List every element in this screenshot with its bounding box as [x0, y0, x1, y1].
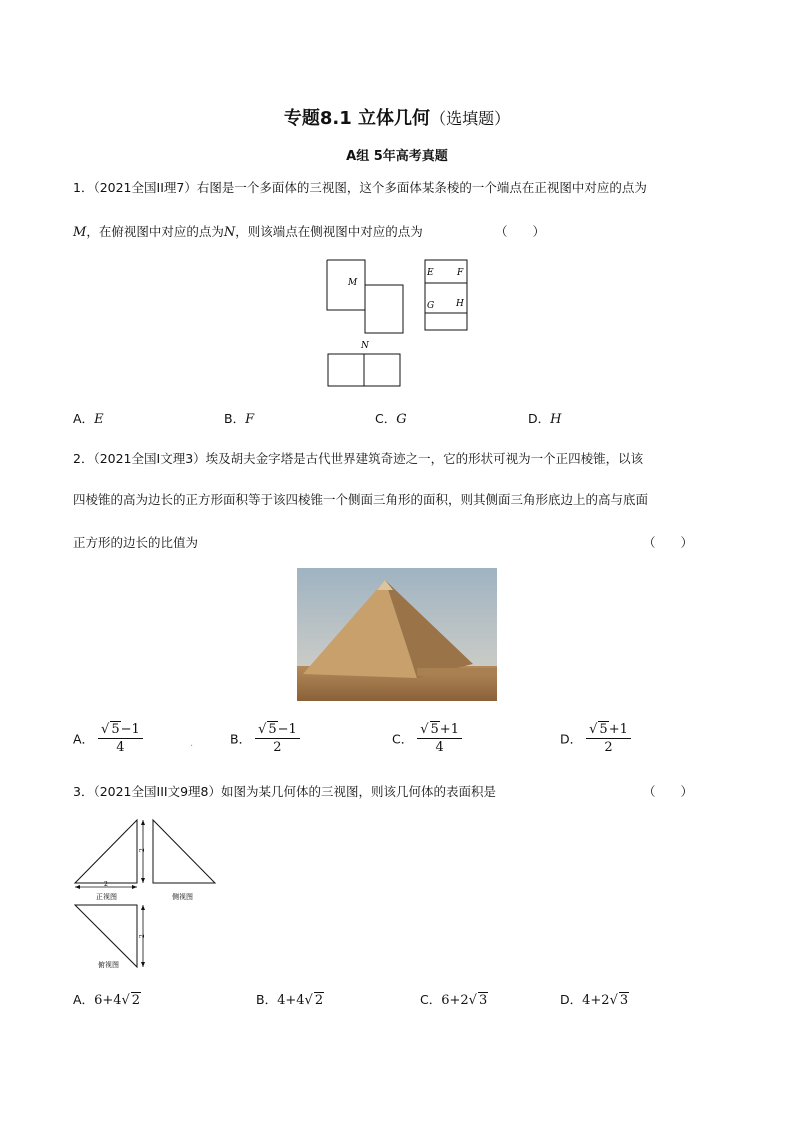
- front-dim-label-vertical: 2: [139, 848, 146, 852]
- option-prefix: 6+2: [441, 993, 469, 1008]
- front-dim-arrow-left: [75, 885, 80, 889]
- title-main: 专题8.1 立体几何: [283, 108, 431, 129]
- radicand: 3: [478, 993, 488, 1008]
- option-letter: A．: [73, 411, 95, 426]
- question-3-option-a[interactable]: [73, 990, 141, 1008]
- question-1-line-1: [73, 178, 647, 198]
- option-value: E: [94, 412, 104, 427]
- question-2-line-2: 四棱锥的高为边长的正方形面积等于该四棱锥一个侧面三角形的面积，则其侧面三角形底边上的高与底面: [73, 492, 649, 507]
- option-prefix: 4+2: [582, 993, 610, 1008]
- side-view-triangle: [153, 820, 215, 883]
- radicand: 2: [314, 993, 324, 1008]
- photo-rubble: [417, 668, 497, 676]
- option-fraction: $\frac{√ 5-1}{2}$: [255, 722, 300, 755]
- front-dim-arrow-top: [141, 820, 145, 825]
- question-2-option-a[interactable]: [73, 722, 143, 755]
- front-view-caption: 正视图: [96, 893, 117, 901]
- option-letter: B．: [224, 411, 246, 426]
- option-fraction: $\frac{√ 5+1}{2}$: [586, 722, 631, 755]
- question-1-text-1: 右图是一个多面体的三视图，这个多面体某条棱的一个端点在正视图中对应的点为: [196, 180, 647, 195]
- question-2-line-3: 正方形的边长的比值为: [73, 535, 199, 550]
- option-letter: D．: [560, 731, 583, 747]
- question-3-three-view-figure: [70, 815, 220, 973]
- option-fraction: $\frac{√ 5-1}{4}$: [98, 722, 143, 755]
- top-view-caption: 俯视图: [98, 961, 119, 969]
- front-dim-label-horizontal: 2: [104, 881, 108, 888]
- question-3-number: 3．: [73, 784, 94, 799]
- numerator-op: −1: [120, 722, 140, 737]
- question-2-text-1: 埃及胡夫金字塔是古代世界建筑奇迹之一，它的形状可视为一个正四棱锥，以该: [205, 451, 644, 466]
- top-dim-label: 2: [139, 934, 146, 938]
- question-2-line-1: [73, 449, 643, 469]
- question-2-number: 2．: [73, 451, 94, 466]
- option-letter: B．: [256, 992, 278, 1007]
- question-3-answer-paren: （ ）: [643, 784, 694, 799]
- option-letter: D．: [528, 411, 551, 426]
- question-1-text-2b: ，则该端点在侧视图中对应的点为: [235, 224, 423, 239]
- option-prefix: 4+4: [277, 993, 305, 1008]
- radicand: 5: [111, 722, 120, 737]
- question-1-number: 1．: [73, 180, 94, 195]
- question-1-three-view-figure: [320, 255, 480, 390]
- question-1-var-n: N: [223, 225, 236, 240]
- numerator-op: +1: [608, 722, 628, 737]
- title-paren: （选填题）: [430, 109, 511, 128]
- option-letter: A．: [73, 992, 95, 1007]
- option-letter: C．: [375, 411, 397, 426]
- question-2-option-b[interactable]: [230, 722, 300, 755]
- question-1-option-b[interactable]: [224, 409, 254, 427]
- denominator: 2: [604, 740, 613, 755]
- question-2-option-d[interactable]: [560, 722, 631, 755]
- numerator-op: −1: [277, 722, 297, 737]
- section-subtitle: A组 5年高考真题: [346, 149, 448, 164]
- option-sqrt: √ 3: [609, 993, 629, 1008]
- front-view-triangle: [75, 820, 137, 883]
- option-letter: C．: [392, 731, 414, 747]
- question-3-text-1: 如图为某几何体的三视图，则该几何体的表面积是: [220, 784, 496, 799]
- question-1-answer-paren: （ ）: [495, 224, 546, 239]
- figure-label-g: G: [427, 301, 435, 311]
- option-sqrt: √ 2: [304, 993, 324, 1008]
- front-dim-arrow-right: [132, 885, 137, 889]
- question-2-option-c[interactable]: [392, 722, 462, 755]
- question-1-option-d[interactable]: [528, 409, 561, 427]
- pyramid-photo: [297, 568, 497, 701]
- denominator: 4: [435, 740, 444, 755]
- question-3-option-b[interactable]: [256, 990, 324, 1008]
- option-letter: D．: [560, 992, 583, 1007]
- option-letter: B．: [230, 731, 252, 747]
- radicand: 3: [619, 993, 629, 1008]
- top-view-triangle: [75, 905, 137, 967]
- question-1-option-a[interactable]: [73, 409, 104, 427]
- question-1-text-2a: ，在俯视图中对应的点为: [86, 224, 224, 239]
- option-prefix: 6+4: [94, 993, 122, 1008]
- question-1-option-c[interactable]: [375, 409, 407, 427]
- option-sqrt: √ 2: [121, 993, 141, 1008]
- figure-label-m: M: [348, 278, 358, 288]
- option-sqrt: √ 3: [468, 993, 488, 1008]
- question-1-line-2: [73, 222, 423, 243]
- figure-label-n: N: [361, 341, 369, 351]
- side-view-caption: 侧视图: [172, 893, 193, 901]
- question-3-option-d[interactable]: [560, 990, 629, 1008]
- question-1-source: （2021全国II理7）: [93, 180, 197, 195]
- top-dim-arrow-top: [141, 905, 145, 910]
- option-value: G: [396, 412, 407, 427]
- figure-label-h: H: [456, 299, 464, 309]
- option-letter: A．: [73, 731, 95, 747]
- question-1-var-m: M: [73, 225, 87, 240]
- option-fraction: $\frac{√ 5+1}{4}$: [417, 722, 462, 755]
- denominator: 4: [116, 740, 125, 755]
- radicand: 5: [268, 722, 277, 737]
- question-3-option-c[interactable]: [420, 990, 488, 1008]
- stray-dot: .: [190, 738, 194, 749]
- option-value: H: [550, 412, 562, 427]
- figure-label-e: E: [427, 268, 434, 278]
- option-letter: C．: [420, 992, 442, 1007]
- question-3-line-1: [73, 782, 496, 802]
- numerator-op: +1: [439, 722, 459, 737]
- front-dim-arrow-bottom: [141, 878, 145, 883]
- question-2-source: （2021全国I文理3）: [93, 451, 206, 466]
- top-dim-arrow-bottom: [141, 962, 145, 967]
- question-3-source: （2021全国III文9理8）: [93, 784, 221, 799]
- figure-label-f: F: [457, 268, 464, 278]
- question-2-answer-paren: （ ）: [643, 535, 694, 550]
- radicand: 5: [430, 722, 439, 737]
- radicand: 2: [131, 993, 141, 1008]
- option-value: F: [245, 412, 255, 427]
- radicand: 5: [599, 722, 608, 737]
- page-title: [0, 104, 794, 130]
- denominator: 2: [273, 740, 282, 755]
